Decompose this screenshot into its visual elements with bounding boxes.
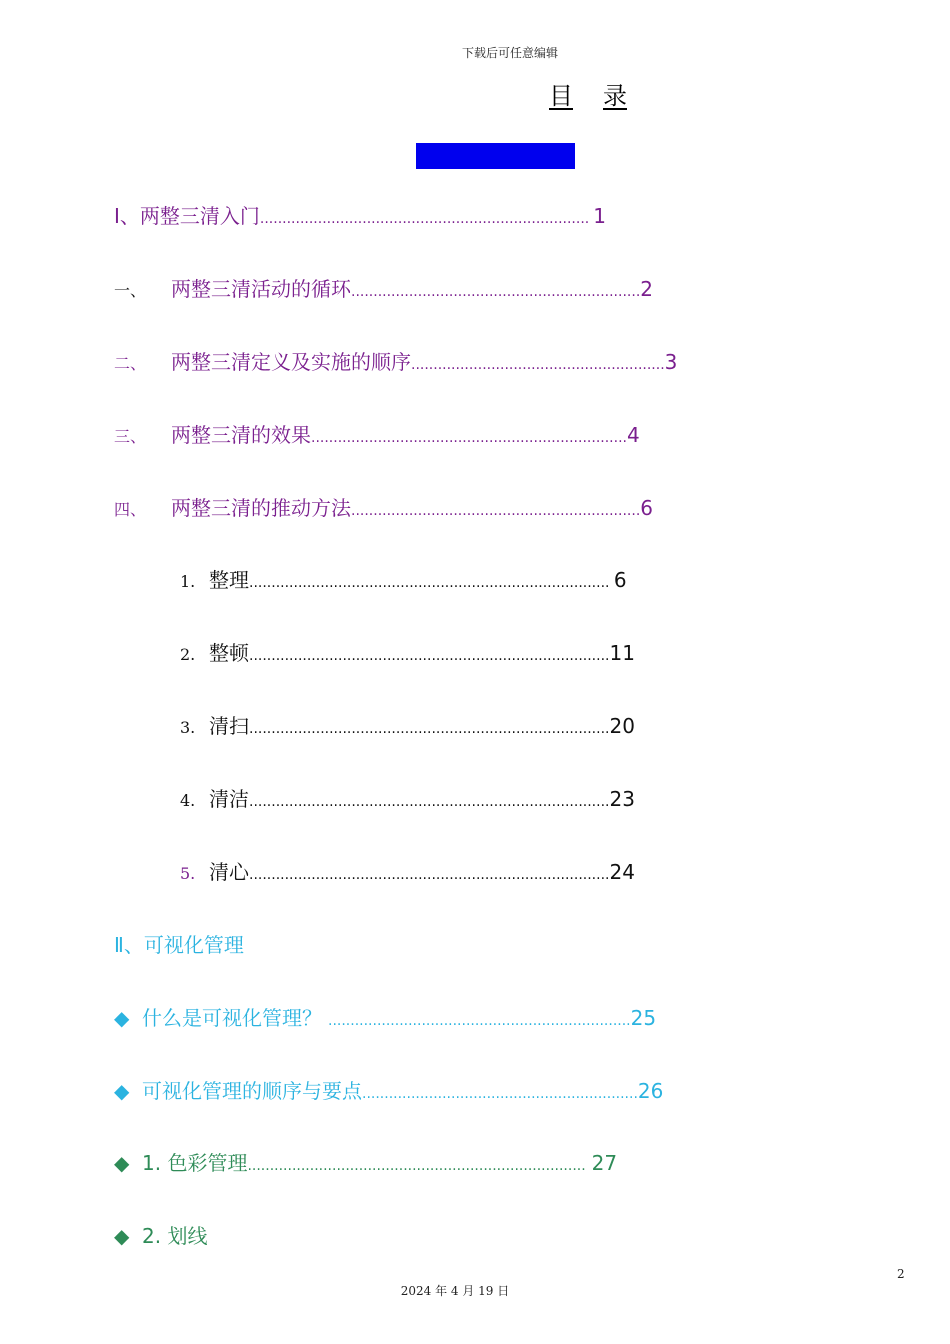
toc-text: 两整三清定义及实施的顺序 [171,350,411,374]
toc-prefix: 5. [180,864,196,883]
toc-text: 两整三清的效果 [171,423,311,447]
toc-page: 25 [630,1006,657,1030]
diamond-bullet-icon: ◆ [114,1006,130,1030]
toc-prefix: 二、 [114,354,147,373]
toc-page: 20 [609,714,635,738]
toc-entry-part-1[interactable] [114,202,606,233]
toc-entry-visual-1[interactable] [114,1004,656,1035]
diamond-bullet-icon: ◆ [114,1079,130,1103]
toc-text: 两整三清入门 [139,204,260,228]
page-title [549,76,627,111]
toc-prefix: 一、 [114,281,147,300]
toc-page: 4 [626,423,640,447]
toc-text: 1. 色彩管理 [142,1151,248,1175]
toc-entry-chapter-2[interactable] [114,348,677,379]
toc-page: 27 [591,1151,618,1175]
toc-prefix: Ⅰ、 [114,204,140,228]
toc-prefix: 四、 [114,500,147,519]
page-number: 2 [897,1267,905,1281]
toc-prefix: 1. [180,572,196,591]
toc-leader: ................................................................. [351,284,641,300]
toc-page: 26 [637,1079,664,1103]
toc-prefix: 3. [180,718,196,737]
toc-prefix: 2. [180,645,196,664]
toc-leader: .................................................................... [328,1013,631,1029]
toc-page: 6 [613,568,627,592]
toc-leader: ............................................................................ [247,1158,586,1174]
toc-entry-section-3[interactable] [180,712,635,743]
toc-text: 清扫 [209,714,249,738]
toc-entry-section-2[interactable] [180,639,635,670]
toc-leader: ................................................................................. [249,867,610,883]
toc-leader: ................................................................................. [249,721,610,737]
title-char-left: 目 [549,82,573,110]
toc-page: 23 [609,787,635,811]
toc-page: 1 [593,204,606,228]
toc-leader: ................................................................................. [249,794,610,810]
toc-entry-visual-2[interactable] [114,1077,663,1108]
toc-text: 可视化管理的顺序与要点 [142,1079,362,1103]
diamond-bullet-icon: ◆ [114,1151,130,1175]
toc-page: 6 [640,496,653,520]
toc-entry-chapter-4[interactable] [114,494,653,525]
toc-text: 清心 [209,860,249,884]
toc-entry-section-5[interactable] [180,858,635,889]
toc-entry-section-4[interactable] [180,785,635,816]
toc-prefix: 三、 [114,427,147,446]
toc-entry-visual-4[interactable] [114,1222,207,1250]
toc-text: 两整三清的推动方法 [171,496,351,520]
toc-text: 清洁 [209,787,249,811]
toc-entry-chapter-1[interactable] [114,275,653,306]
toc-entry-section-1[interactable] [180,566,627,597]
toc-leader: ......................................................... [411,357,665,373]
toc-page: 11 [609,641,635,665]
toc-text: 可视化管理 [143,933,244,957]
toc-text: 两整三清活动的循环 [171,277,351,301]
toc-leader: ................................................................................. [249,575,614,591]
toc-text: 整顿 [209,641,249,665]
toc-page: 2 [640,277,653,301]
toc-leader: .......................................................................... [259,211,590,227]
toc-entry-part-2[interactable] [114,931,244,959]
toc-entry-chapter-3[interactable] [114,421,640,452]
toc-prefix: Ⅱ、 [114,933,144,957]
toc-text: 整理 [209,568,249,592]
toc-page: 24 [609,860,635,884]
toc-prefix: 4. [180,791,196,810]
toc-text: 2. 划线 [142,1224,208,1248]
footer-date: 2024 年 4 月 19 日 [400,1284,510,1298]
header-note: 下载后可任意编辑 [461,46,558,60]
toc-text: 什么是可视化管理？ [142,1006,322,1030]
toc-leader: ....................................................................... [311,430,627,446]
toc-leader: .............................................................. [362,1086,638,1102]
diamond-bullet-icon: ◆ [114,1224,130,1248]
accent-bar [416,143,575,169]
title-char-right: 录 [603,82,627,110]
toc-leader: ................................................................. [351,503,641,519]
toc-page: 3 [664,350,678,374]
toc-leader: ................................................................................. [249,648,610,664]
toc-entry-visual-3[interactable] [114,1149,617,1180]
